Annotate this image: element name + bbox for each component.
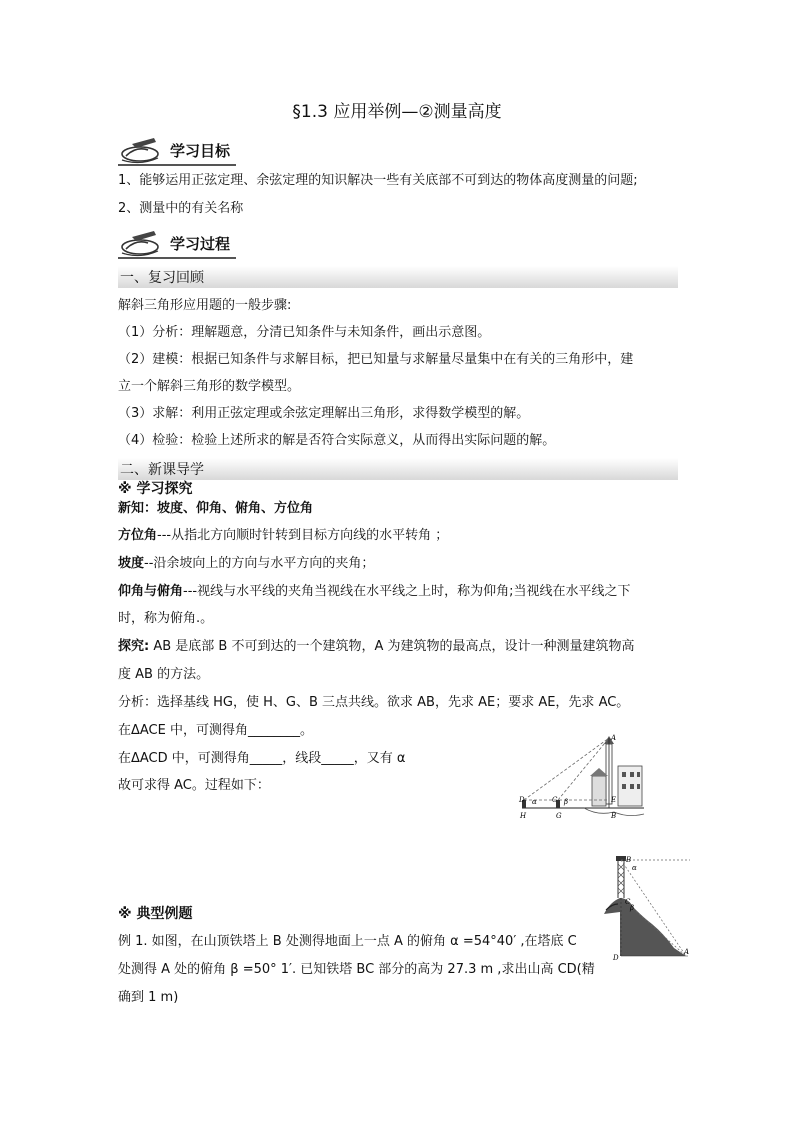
analysis-text: 分析：选择基线 HG，使 H、G、B 三点共线。欲求 AB，先求 AE；要求 AE，先求 AC。 — [118, 695, 630, 710]
figure-label: α — [532, 798, 537, 806]
definition-slope — [118, 555, 374, 573]
figure-label: D — [613, 954, 619, 962]
pen-paper-icon — [118, 136, 162, 164]
figure-label: H — [520, 812, 527, 820]
figure-label: G — [556, 812, 562, 820]
figure-label: α — [632, 864, 637, 872]
figure-label: D — [519, 796, 525, 804]
figure-label: B — [626, 856, 632, 864]
figure-label: A — [684, 948, 690, 956]
definition-azimuth — [118, 527, 448, 545]
explore-cont: 度 AB 的方法。 — [118, 667, 210, 682]
explore-problem — [118, 638, 635, 656]
definition-text: ---从指北方向顺时针转到目标方向线的水平转角 ； — [157, 528, 449, 543]
figure-label: C — [625, 898, 631, 906]
definition-text: ---视线与水平线的夹角当视线在水平线之上时，称为仰角;当视线在水平线之下 — [183, 584, 631, 599]
review-step-3: （3）求解：利用正弦定理或余弦定理解出三角形，求得数学模型的解。 — [118, 406, 530, 421]
section-header-goals — [118, 136, 258, 164]
definition-term: 方位角 — [118, 528, 158, 543]
review-heading: 一、复习回顾 — [120, 270, 204, 286]
review-intro: 解斜三角形应用题的一般步骤: — [118, 298, 292, 313]
figure-label: C — [552, 796, 558, 804]
explore-label: 探究: — [118, 639, 150, 654]
definition-cont: 时，称为俯角.。 — [118, 611, 214, 626]
figure-label: β — [564, 798, 569, 806]
definition-text: --沿余坡向上的方向与水平方向的夹角； — [144, 556, 375, 571]
section-underline — [118, 257, 236, 259]
example-line-3: 确到 1 m) — [118, 990, 179, 1005]
explore-text: AB 是底部 B 不可到达的一个建筑物，A 为建筑物的最高点，设计一种测量建筑物高 — [149, 639, 635, 654]
goal-item-2: 2、测量中的有关名称 — [118, 201, 244, 216]
section-underline — [118, 164, 236, 166]
definition-elevation-depression — [118, 583, 630, 601]
definition-term: 仰角与俯角 — [118, 584, 184, 599]
example-heading: ※ 典型例题 — [118, 906, 193, 922]
figure-label: A — [611, 734, 617, 742]
figure-label: β — [630, 904, 635, 912]
pen-paper-icon — [118, 229, 162, 257]
lighthouse-diagram — [518, 730, 648, 822]
figure-label: B — [611, 812, 617, 820]
review-step-2-cont: 立一个解斜三角形的数学模型。 — [118, 379, 301, 394]
in-triangle-acd: 在ΔACD 中，可测得角_____，线段_____，又有 α — [118, 751, 406, 766]
goal-item-1: 1、能够运用正弦定理、余弦定理的知识解决一些有关底部不可到达的物体高度测量的问题; — [118, 173, 638, 188]
section-heading-process: 学习过程 — [170, 235, 231, 253]
figure-label: E — [611, 796, 617, 804]
newlesson-heading: 二、新课导学 — [120, 462, 204, 478]
definition-term: 坡度 — [118, 556, 145, 571]
new-knowledge-label: 新知：坡度、仰角、俯角、方位角 — [118, 501, 314, 516]
review-step-1: （1）分析：理解题意，分清已知条件与未知条件，画出示意图。 — [118, 325, 491, 340]
review-step-4: （4）检验：检验上述所求的解是否符合实际意义，从而得出实际问题的解。 — [118, 433, 556, 448]
section-header-process — [118, 229, 258, 257]
page-title: §1.3 应用举例—②测量高度 — [292, 102, 502, 122]
mountain-tower-diagram — [600, 852, 692, 964]
thus-text: 故可求得 AC。过程如下： — [118, 778, 270, 793]
example-line-1: 例 1. 如图，在山顶铁塔上 B 处测得地面上一点 A 的俯角 α =54°40′ ,在塔底 C — [118, 934, 577, 949]
explore-title: ※ 学习探究 — [118, 481, 193, 497]
section-heading-goals: 学习目标 — [170, 142, 231, 160]
example-line-2: 处测得 A 处的俯角 β =50° 1′. 已知铁塔 BC 部分的高为 27.3 m ,求出山高 CD(精 — [118, 962, 595, 977]
review-step-2: （2）建模：根据已知条件与求解目标，把已知量与求解量尽量集中在有关的三角形中，建 — [118, 352, 634, 367]
in-triangle-ace: 在ΔACE 中，可测得角________。 — [118, 723, 313, 738]
